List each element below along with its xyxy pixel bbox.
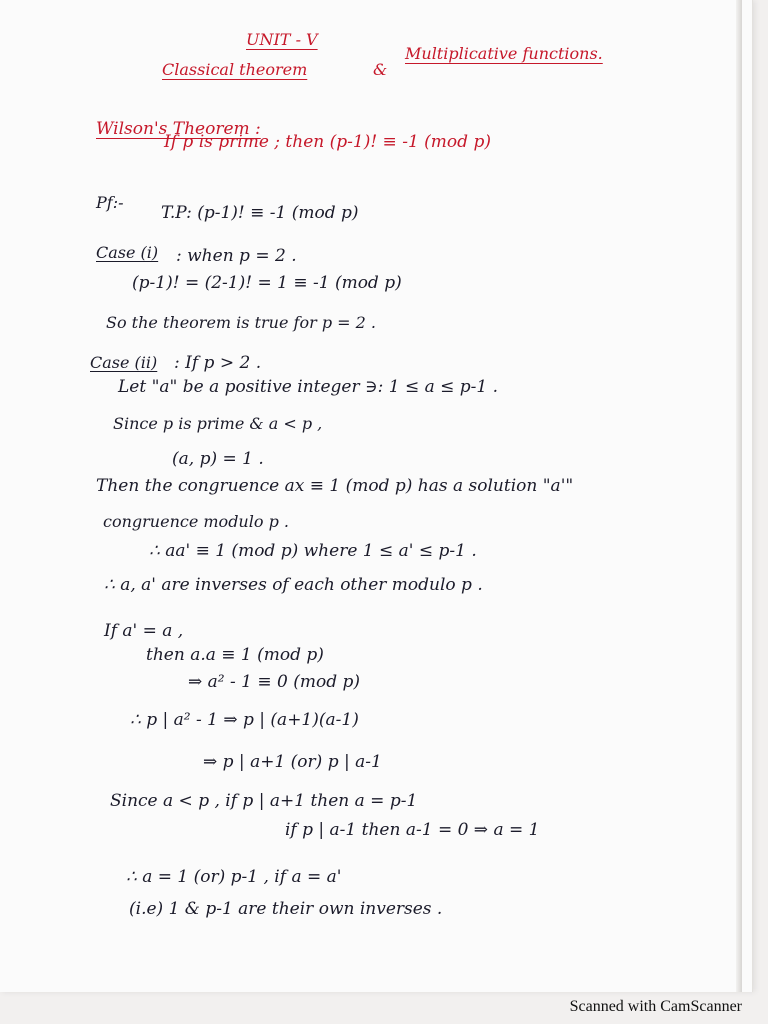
proof-line: congruence modulo p .	[103, 512, 289, 531]
proof-line: ∴ a = 1 (or) p-1 , if a = a'	[126, 867, 342, 887]
proof-line: (a, p) = 1 .	[172, 449, 264, 469]
unit-title: UNIT - V	[246, 30, 318, 49]
proof-line: ⇒ a² - 1 ≡ 0 (mod p)	[188, 672, 361, 692]
case-2-condition: : If p > 2 .	[174, 353, 262, 373]
heading-multiplicative-functions: Multiplicative functions.	[405, 44, 603, 63]
proof-line: ∴ a, a' are inverses of each other modulo p .	[104, 575, 483, 595]
heading-ampersand: &	[373, 60, 388, 79]
proof-line: Then the congruence ax ≡ 1 (mod p) has a solution "a'"	[96, 476, 574, 496]
proof-line: then a.a ≡ 1 (mod p)	[146, 645, 324, 665]
proof-line: ∴ p | a² - 1 ⇒ p | (a+1)(a-1)	[130, 710, 359, 730]
proof-line: If a' = a ,	[104, 621, 184, 641]
case-1-conclusion: So the theorem is true for p = 2 .	[106, 313, 376, 332]
page-edge-shadow	[736, 0, 742, 992]
to-prove-line: T.P: (p-1)! ≡ -1 (mod p)	[161, 203, 359, 223]
proof-line: Since a < p , if p | a+1 then a = p-1	[110, 791, 418, 811]
case-2-label: Case (ii)	[90, 353, 158, 372]
proof-line: Since p is prime & a < p ,	[113, 414, 323, 433]
proof-line: ⇒ p | a+1 (or) p | a-1	[203, 752, 382, 772]
proof-line: Let "a" be a positive integer ∋: 1 ≤ a ≤ p-1 .	[118, 377, 499, 397]
theorem-title: Wilson's Theorem :	[96, 119, 261, 139]
proof-line: if p | a-1 then a-1 = 0 ⇒ a = 1	[285, 820, 540, 840]
case-1-computation: (p-1)! = (2-1)! = 1 ≡ -1 (mod p)	[132, 273, 402, 293]
theorem-statement: If p is prime ; then (p-1)! ≡ -1 (mod p)	[164, 132, 491, 152]
proof-line: ∴ aa' ≡ 1 (mod p) where 1 ≤ a' ≤ p-1 .	[149, 541, 477, 561]
proof-label: Pf:-	[96, 193, 124, 212]
case-1-label: Case (i)	[96, 243, 159, 262]
case-1-condition: : when p = 2 .	[176, 246, 297, 266]
heading-classical-theorem: Classical theorem	[162, 60, 308, 79]
scanner-watermark: Scanned with CamScanner	[569, 998, 742, 1015]
proof-line: (i.e) 1 & p-1 are their own inverses .	[129, 899, 443, 919]
